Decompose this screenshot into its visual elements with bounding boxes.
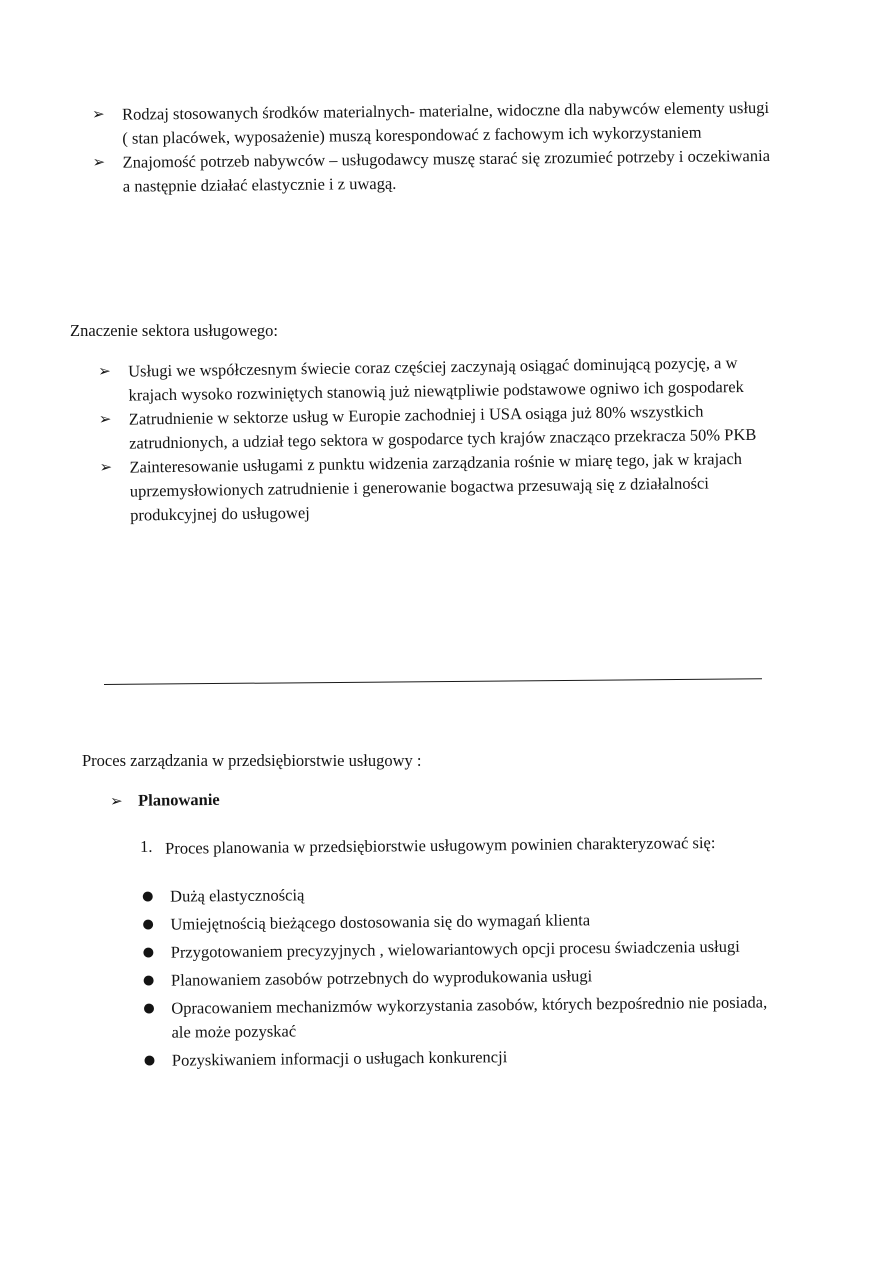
list-item (140, 906, 780, 937)
list-item (141, 934, 781, 965)
bullet-dot-icon: ● (142, 916, 154, 932)
arrow-bullet-icon: ➢ (99, 457, 113, 476)
arrow-bullet-icon: ➢ (98, 409, 112, 428)
list-item (141, 962, 781, 993)
list-item-text: Opracowaniem mechanizmów wykorzystania zasobów, których bezpośrednio nie posiada, ale może pozyskać (171, 992, 768, 1042)
bullet-dot-icon: ● (143, 1000, 155, 1016)
item-number: 1. (140, 836, 153, 856)
list-item (99, 446, 780, 527)
list-item-text: Zatrudnienie w sektorze usług w Europie zachodniej i USA osiąga już 80% wszystkich zatrudnionych, a udział tego sektora w gospodarce tych krajów znacząco przekracza 50% PKB (128, 401, 757, 453)
section-1-list (92, 96, 773, 199)
list-item (140, 878, 780, 909)
arrow-bullet-icon: ➢ (92, 152, 106, 171)
list-item (92, 96, 772, 151)
section-3-heading: Proces zarządzania w przedsiębiorstwie usługowy : (82, 751, 422, 770)
planowanie-label: Planowanie (138, 789, 220, 810)
list-item (142, 1042, 782, 1073)
bullet-dot-icon: ● (143, 1052, 156, 1068)
list-item-text: Przygotowaniem precyzyjnych , wielowariantowych opcji procesu świadczenia usługi (170, 936, 740, 962)
numbered-item (140, 829, 780, 862)
section-2-heading: Znaczenie sektora usługowego: (70, 321, 279, 340)
planning-bullet-list (140, 878, 782, 1077)
list-item-text: Znajomość potrzeb nabywców – usługodawcy muszę starać się zrozumieć potrzeby i oczekiwania a następnie działać elastycznie i z uwagą. (122, 145, 771, 196)
list-item-text: Rodzaj stosowanych środków materialnych- materialne, widoczne dla nabywców elementy usługi ( stan placówek, wyposażenie) muszą korespondować z fachowym ich wykorzystaniem (122, 97, 770, 148)
list-item-text: Planowaniem zasobów potrzebnych do wyprodukowania usługi (170, 966, 593, 990)
list-item (93, 144, 773, 199)
numbered-item-text: Proces planowania w przedsiębiorstwie usługowym powinien charakteryzować się: (165, 832, 716, 858)
list-item-text: Dużą elastycznością (170, 885, 305, 906)
arrow-bullet-icon: ➢ (110, 791, 123, 810)
list-item-text: Pozyskiwaniem informacji o usługach konkurencji (171, 1047, 508, 1070)
bullet-dot-icon: ● (142, 972, 155, 988)
list-item (141, 990, 781, 1045)
horizontal-divider (104, 678, 762, 685)
bullet-dot-icon: ● (142, 944, 155, 960)
section-2-list (98, 351, 780, 528)
arrow-bullet-icon: ➢ (92, 104, 105, 123)
arrow-bullet-icon: ➢ (98, 361, 111, 380)
list-item-text: Umiejętnością bieżącego dostosowania się do wymagań klienta (170, 910, 591, 934)
planowanie-heading (110, 789, 220, 812)
list-item-text: Zainteresowanie usługami z punktu widzenia zarządzania rośnie w miarę tego, jak w krajach uprzemysłowionych zatrudnienie i generowanie bogactwa przesuwają się z działalności produkcyjnej do usługowej (129, 449, 743, 525)
list-item-text: Usługi we współczesnym świecie coraz częściej zaczynają osiągać dominującą pozycję, a w krajach wysoko rozwiniętych stanowią już niewątpliwie podstawowe ogniwo ich gospodarek (128, 353, 744, 405)
bullet-dot-icon: ● (142, 888, 154, 904)
